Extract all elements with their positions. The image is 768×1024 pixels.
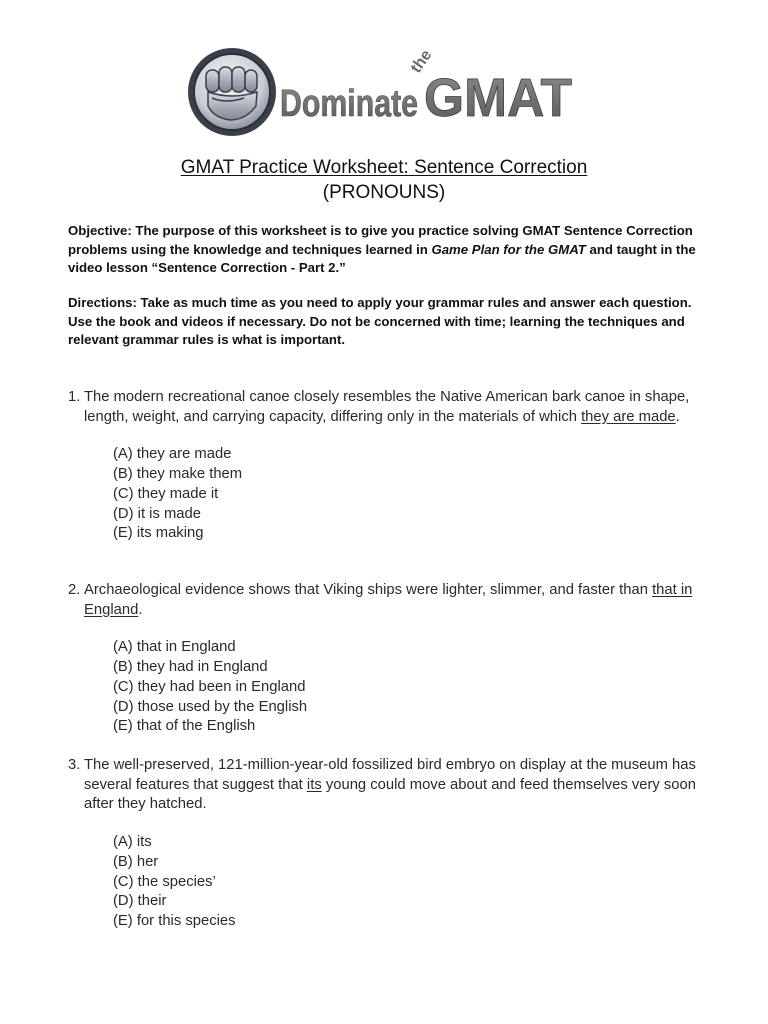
answer-choice-c[interactable]: (C) they had been in England [113, 678, 306, 695]
answer-choices [113, 638, 718, 737]
answer-choice-d[interactable]: (D) it is made [113, 505, 201, 522]
answer-choice-a[interactable]: (A) they are made [113, 446, 232, 463]
question-stem [68, 581, 718, 620]
question-2 [68, 581, 718, 737]
directions-paragraph: Directions: Take as much time as you need to apply your grammar rules and answer each question. Use the book and videos if necessary. Do not be concerned with time; learning the techniques and relevant grammar rules is what is important. [68, 295, 692, 347]
question-number: 2. [68, 582, 81, 598]
answer-choice-c[interactable]: (C) the species’ [113, 873, 216, 890]
question-stem [68, 756, 718, 815]
underlined-phrase: they are made [581, 408, 676, 425]
underlined-phrase: that in England [84, 582, 693, 618]
question-text-end: . [138, 601, 143, 618]
logo-word-dominate: Dominate [280, 83, 418, 125]
question-text-end: young could move about and feed themselves very soon after they hatched. [84, 776, 696, 813]
answer-choice-e[interactable]: (E) that of the English [113, 718, 256, 735]
question-number: 3. [68, 757, 81, 773]
objective-book-title: Game Plan for the GMAT [431, 241, 586, 257]
answer-choice-b[interactable]: (B) they had in England [113, 659, 268, 676]
answer-choice-e[interactable]: (E) its making [113, 525, 204, 542]
objective-paragraph [68, 222, 708, 278]
question-stem [68, 388, 718, 427]
logo-word-gmat: GMAT [424, 68, 573, 128]
question-text: Archaeological evidence shows that Viking ships were lighter, slimmer, and faster than [84, 582, 653, 598]
answer-choice-c[interactable]: (C) they made it [113, 485, 219, 502]
logo-word-the: the [407, 46, 436, 77]
fist-emblem-icon [188, 48, 276, 136]
question-1 [68, 388, 718, 544]
question-number: 1. [68, 389, 81, 405]
answer-choice-b[interactable]: (B) her [113, 853, 159, 870]
underlined-phrase: its [306, 776, 322, 793]
answer-choice-a[interactable]: (A) its [113, 834, 152, 851]
answer-choice-b[interactable]: (B) they make them [113, 466, 243, 483]
answer-choice-d[interactable]: (D) those used by the English [113, 698, 308, 715]
answer-choice-a[interactable]: (A) that in England [113, 639, 236, 656]
question-text: The well-preserved, 121-million-year-old fossilized bird embryo on display at the museum has several features that suggest that [84, 757, 696, 793]
worksheet-title [0, 156, 768, 179]
answer-choice-d[interactable]: (D) their [113, 893, 167, 910]
objective-text-part2: and taught in the video lesson “Sentence Correction - Part 2.” [68, 241, 696, 275]
question-text: The modern recreational canoe closely resembles the Native American bark canoe in shape, length, weight, and carrying capacity, differing only in the materials of which [84, 389, 690, 425]
answer-choices [113, 833, 718, 932]
objective-text-part1: Objective: The purpose of this worksheet is to give you practice solving GMAT Sentence Correction problems using the knowledge and techniques learned in [68, 223, 693, 257]
question-text-end: . [675, 408, 680, 425]
worksheet-title-text: GMAT Practice Worksheet: Sentence Correction [180, 157, 588, 178]
answer-choices [113, 445, 718, 544]
answer-choice-e[interactable]: (E) for this species [113, 912, 236, 929]
worksheet-subtitle: (PRONOUNS) [322, 182, 446, 203]
question-3 [68, 756, 718, 932]
dominate-the-gmat-logo [186, 38, 586, 148]
